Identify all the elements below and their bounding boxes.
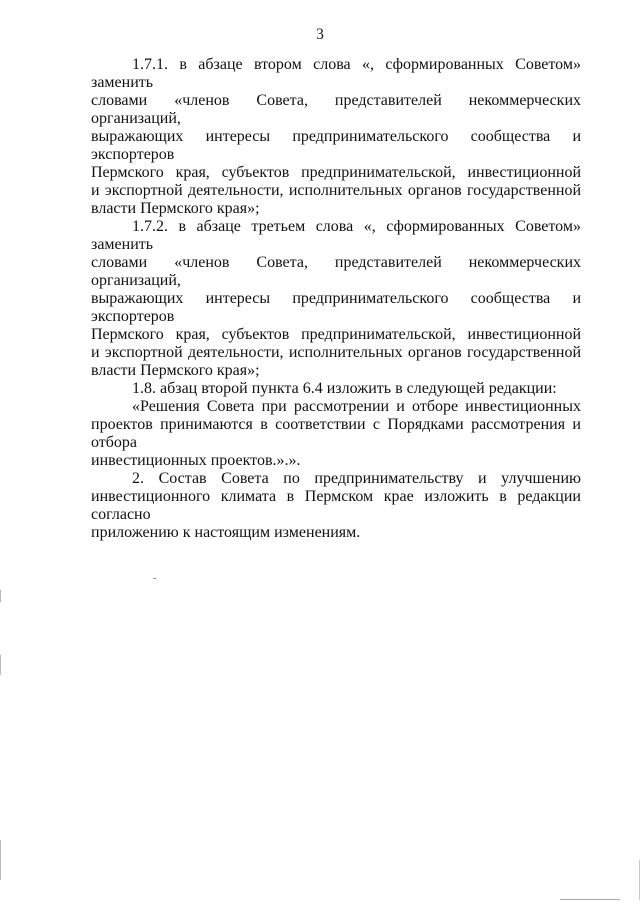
paragraph-line: приложению к настоящим изменениям. — [91, 524, 361, 541]
document-body — [91, 56, 581, 542]
paragraph-line: инвестиционных проектов.».». — [91, 452, 301, 469]
scan-edge-mark — [0, 840, 1, 880]
paragraph-quote — [91, 398, 581, 470]
paragraph-line: Пермского края, субъектов предпринимательской, инвестиционной — [91, 164, 581, 181]
paragraph-2 — [91, 470, 581, 542]
paragraph-line: и экспортной деятельности, исполнительных органов государственной — [91, 182, 581, 199]
paragraph-1-8 — [91, 380, 581, 398]
paragraph-line: выражающих интересы предпринимательского сообщества и экспортеров — [91, 290, 581, 325]
paragraph-line: «Решения Совета при рассмотрении и отборе инвестиционных — [132, 398, 581, 415]
paragraph-1-7-1 — [91, 56, 581, 218]
scan-speck — [153, 578, 156, 579]
paragraph-line: 1.8. абзац второй пункта 6.4 изложить в следующей редакции: — [132, 380, 557, 397]
paragraph-line: инвестиционного климата в Пермском крае изложить в редакции согласно — [91, 488, 581, 523]
scan-edge-mark — [0, 590, 1, 602]
paragraph-line: власти Пермского края»; — [91, 200, 260, 217]
paragraph-line: выражающих интересы предпринимательского сообщества и экспортеров — [91, 128, 581, 163]
paragraph-line: 2. Состав Совета по предпринимательству и улучшению — [132, 470, 581, 487]
paragraph-line: проектов принимаются в соответствии с Порядками рассмотрения и отбора — [91, 416, 581, 451]
page-number: 3 — [316, 26, 324, 43]
paragraph-line: 1.7.2. в абзаце третьем слова «, сформированных Советом» заменить — [91, 218, 581, 253]
paragraph-1-7-2 — [91, 218, 581, 380]
scan-edge-mark — [0, 655, 1, 675]
paragraph-line: 1.7.1. в абзаце втором слова «, сформированных Советом» заменить — [91, 56, 581, 91]
paragraph-line: власти Пермского края»; — [91, 362, 260, 379]
paragraph-line: и экспортной деятельности, исполнительных органов государственной — [91, 344, 581, 361]
scan-speck — [560, 899, 620, 900]
paragraph-line: словами «членов Совета, представителей некоммерческих организаций, — [91, 92, 581, 127]
paragraph-line: словами «членов Совета, представителей некоммерческих организаций, — [91, 254, 581, 289]
paragraph-line: Пермского края, субъектов предпринимательской, инвестиционной — [91, 326, 581, 343]
